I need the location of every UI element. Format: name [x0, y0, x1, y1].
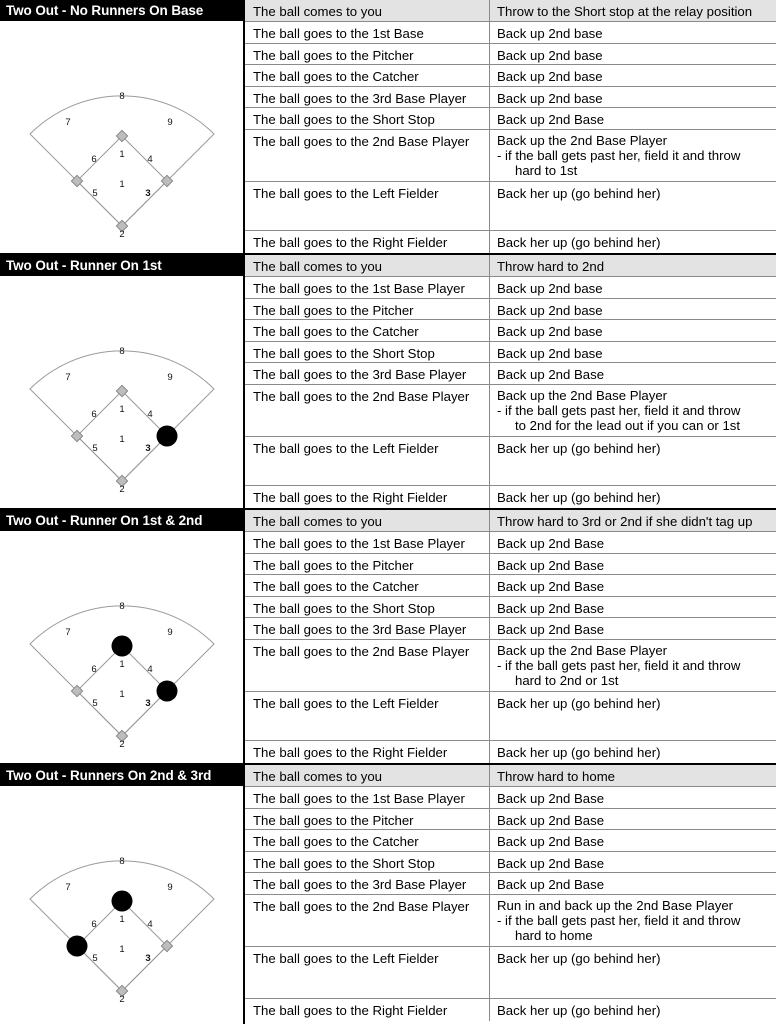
svg-text:1: 1 [119, 914, 125, 925]
table-row [245, 640, 776, 692]
situation-cell: The ball goes to the Short Stop [245, 597, 490, 618]
action-cell: Back up 2nd base [497, 281, 603, 296]
situation-left-panel [0, 0, 245, 253]
table-row [245, 277, 776, 299]
svg-text:1: 1 [119, 659, 125, 670]
action-primary: Back up the 2nd Base Player [497, 642, 668, 658]
action-cell: Back up 2nd base [497, 345, 603, 361]
runner-marker-second [112, 636, 133, 657]
svg-text:8: 8 [119, 856, 125, 867]
situation-cell: The ball goes to the 3rd Base Player [245, 618, 490, 639]
action-cell: Back her up (go behind her) [497, 235, 661, 250]
table-row-header [245, 510, 776, 532]
action-note: - if the ball gets past her, field it and throw [497, 912, 741, 928]
action-primary: Run in and back up the 2nd Base Player [497, 897, 734, 913]
responsibility-table [245, 0, 776, 253]
svg-text:5: 5 [92, 443, 98, 454]
table-row [245, 342, 776, 364]
svg-text:3: 3 [145, 443, 151, 454]
runner-marker-first [157, 681, 178, 702]
situation-cell: The ball goes to the 2nd Base Player [245, 640, 490, 691]
situation-cell: The ball goes to the Right Fielder [245, 486, 490, 508]
situation-section [0, 0, 776, 255]
svg-text:3: 3 [145, 698, 151, 709]
field-diagram [0, 276, 245, 508]
svg-text:4: 4 [147, 919, 153, 930]
table-row [245, 787, 776, 809]
action-cell [490, 385, 776, 436]
action-cell [490, 640, 776, 691]
svg-text:4: 4 [147, 154, 153, 165]
situation-cell: The ball goes to the Pitcher [245, 554, 490, 575]
action-cell: Throw hard to 2nd [497, 259, 605, 274]
svg-text:7: 7 [65, 882, 71, 893]
action-cell: Back her up (go behind her) [497, 1002, 661, 1018]
situation-cell: The ball goes to the Catcher [245, 320, 490, 341]
situation-cell: The ball goes to the 2nd Base Player [245, 895, 490, 946]
situation-section [0, 510, 776, 765]
table-row [245, 363, 776, 385]
action-note: - if the ball gets past her, field it and throw [497, 147, 741, 163]
situation-cell: The ball comes to you [245, 0, 490, 21]
action-cell: Throw hard to home [497, 769, 616, 784]
situation-section [0, 255, 776, 510]
svg-text:6: 6 [91, 154, 97, 165]
svg-text:9: 9 [167, 627, 173, 638]
situation-cell: The ball goes to the 1st Base [245, 22, 490, 43]
action-cell: Throw hard to 3rd or 2nd if she didn't tag up [497, 514, 753, 529]
baseball-diamond-runners-on-1st-and-2nd [0, 531, 245, 763]
action-cell: Back her up (go behind her) [497, 950, 661, 966]
action-cell: Back up 2nd base [497, 90, 603, 106]
table-row-header [245, 765, 776, 787]
table-row [245, 299, 776, 321]
baseball-diamond-runner-on-1st [0, 276, 245, 508]
table-row [245, 87, 776, 109]
situation-cell: The ball goes to the 3rd Base Player [245, 363, 490, 384]
situation-cell: The ball goes to the 3rd Base Player [245, 873, 490, 894]
action-note-cont: hard to 2nd or 1st [515, 672, 619, 688]
action-note-cont: hard to home [515, 927, 593, 943]
table-row [245, 809, 776, 831]
svg-text:9: 9 [167, 882, 173, 893]
section-title: Two Out - Runner On 1st & 2nd [0, 510, 243, 531]
table-row [245, 999, 776, 1021]
svg-text:2: 2 [119, 484, 125, 495]
svg-text:7: 7 [65, 627, 71, 638]
table-row [245, 22, 776, 44]
action-cell: Back up 2nd Base [497, 834, 605, 849]
action-cell: Back her up (go behind her) [497, 490, 661, 505]
action-cell: Back up 2nd Base [497, 791, 605, 806]
action-cell: Back up 2nd Base [497, 855, 605, 871]
svg-text:8: 8 [119, 601, 125, 612]
svg-text:5: 5 [92, 698, 98, 709]
table-row [245, 692, 776, 742]
table-row-header [245, 255, 776, 277]
situation-cell: The ball goes to the Right Fielder [245, 741, 490, 763]
table-row [245, 44, 776, 66]
action-cell: Back up 2nd base [497, 324, 603, 339]
table-row [245, 554, 776, 576]
svg-text:8: 8 [119, 91, 125, 102]
runner-marker-second [112, 891, 133, 912]
svg-text:1: 1 [119, 404, 125, 415]
svg-text:1: 1 [119, 689, 125, 700]
situation-left-panel [0, 510, 245, 763]
svg-text:7: 7 [65, 117, 71, 128]
situation-cell: The ball goes to the Left Fielder [245, 182, 490, 231]
action-note: - if the ball gets past her, field it and throw [497, 402, 741, 418]
table-row [245, 320, 776, 342]
situation-left-panel [0, 765, 245, 1024]
table-row [245, 108, 776, 130]
action-cell: Back up 2nd Base [497, 367, 605, 382]
svg-text:9: 9 [167, 372, 173, 383]
situation-cell: The ball goes to the 1st Base Player [245, 277, 490, 298]
action-cell: Back up 2nd base [497, 26, 603, 41]
action-cell: Back up 2nd Base [497, 600, 605, 616]
svg-text:2: 2 [119, 994, 125, 1005]
svg-text:6: 6 [91, 919, 97, 930]
action-primary: Back up the 2nd Base Player [497, 387, 668, 403]
table-row [245, 486, 776, 508]
responsibility-table [245, 510, 776, 763]
action-cell: Back her up (go behind her) [497, 695, 661, 711]
action-cell: Back her up (go behind her) [497, 745, 661, 760]
situation-cell: The ball goes to the Pitcher [245, 809, 490, 830]
action-note-cont: hard to 1st [515, 162, 578, 178]
situation-cell: The ball goes to the Catcher [245, 575, 490, 596]
svg-text:6: 6 [91, 664, 97, 675]
table-row [245, 852, 776, 874]
action-cell: Back up 2nd Base [497, 877, 605, 892]
situation-cell: The ball goes to the Right Fielder [245, 231, 490, 253]
action-cell: Back her up (go behind her) [497, 185, 661, 201]
svg-text:6: 6 [91, 409, 97, 420]
svg-text:4: 4 [147, 409, 153, 420]
table-row [245, 182, 776, 232]
situation-section [0, 765, 776, 1024]
situation-cell: The ball goes to the Catcher [245, 830, 490, 851]
action-cell: Back up 2nd Base [497, 536, 605, 551]
table-row-header [245, 0, 776, 22]
action-note: - if the ball gets past her, field it and throw [497, 657, 741, 673]
table-row [245, 873, 776, 895]
action-cell: Back up 2nd Base [497, 112, 605, 127]
table-row [245, 895, 776, 947]
situation-left-panel [0, 255, 245, 508]
table-row [245, 597, 776, 619]
situation-cell: The ball goes to the 2nd Base Player [245, 130, 490, 181]
baseball-diamond-runners-on-2nd-and-3rd [0, 786, 245, 1018]
action-cell [490, 895, 776, 946]
svg-text:2: 2 [119, 739, 125, 750]
table-row [245, 947, 776, 999]
svg-text:2: 2 [119, 229, 125, 240]
situation-cell: The ball goes to the 2nd Base Player [245, 385, 490, 436]
svg-text:8: 8 [119, 346, 125, 357]
action-cell: Back up 2nd Base [497, 579, 605, 594]
situation-cell: The ball goes to the Short Stop [245, 852, 490, 873]
action-cell: Back up 2nd Base [497, 557, 605, 573]
situation-cell: The ball comes to you [245, 765, 490, 786]
action-cell [490, 130, 776, 181]
table-row [245, 575, 776, 597]
situation-cell: The ball goes to the Pitcher [245, 44, 490, 65]
runner-marker-first [157, 426, 178, 447]
svg-text:1: 1 [119, 944, 125, 955]
svg-text:3: 3 [145, 188, 151, 199]
svg-text:7: 7 [65, 372, 71, 383]
runner-marker-third [67, 936, 88, 957]
responsibility-table [245, 765, 776, 1024]
situation-cell: The ball comes to you [245, 510, 490, 531]
situation-cell: The ball comes to you [245, 255, 490, 276]
action-cell: Throw to the Short stop at the relay position [497, 4, 753, 19]
situation-cell: The ball goes to the Left Fielder [245, 692, 490, 741]
action-cell: Back up 2nd base [497, 302, 603, 318]
field-diagram [0, 786, 245, 1018]
action-note-cont: to 2nd for the lead out if you can or 1st [515, 417, 741, 433]
situation-cell: The ball goes to the 1st Base Player [245, 532, 490, 553]
baseball-diamond-no-runners [0, 21, 245, 253]
table-row [245, 130, 776, 182]
table-row [245, 532, 776, 554]
table-row [245, 437, 776, 487]
svg-text:1: 1 [119, 434, 125, 445]
field-diagram [0, 21, 245, 253]
field-diagram [0, 531, 245, 763]
action-cell: Back up 2nd base [497, 47, 603, 63]
situation-cell: The ball goes to the Left Fielder [245, 947, 490, 998]
action-cell: Back up 2nd Base [497, 812, 605, 828]
svg-text:3: 3 [145, 953, 151, 964]
situation-cell: The ball goes to the Left Fielder [245, 437, 490, 486]
table-row [245, 65, 776, 87]
action-cell: Back up 2nd base [497, 69, 603, 84]
table-row [245, 741, 776, 763]
action-primary: Back up the 2nd Base Player [497, 132, 668, 148]
situation-cell: The ball goes to the 1st Base Player [245, 787, 490, 808]
situation-cell: The ball goes to the Right Fielder [245, 999, 490, 1021]
svg-text:5: 5 [92, 188, 98, 199]
situation-cell: The ball goes to the Short Stop [245, 342, 490, 363]
svg-text:4: 4 [147, 664, 153, 675]
svg-text:1: 1 [119, 179, 125, 190]
section-title: Two Out - Runner On 1st [0, 255, 243, 276]
svg-text:1: 1 [119, 149, 125, 160]
situation-cell: The ball goes to the Short Stop [245, 108, 490, 129]
responsibility-table [245, 255, 776, 508]
action-cell: Back her up (go behind her) [497, 440, 661, 456]
situation-cell: The ball goes to the Catcher [245, 65, 490, 86]
situation-cell: The ball goes to the Pitcher [245, 299, 490, 320]
situation-cell: The ball goes to the 3rd Base Player [245, 87, 490, 108]
svg-text:9: 9 [167, 117, 173, 128]
table-row [245, 231, 776, 253]
svg-text:5: 5 [92, 953, 98, 964]
section-title: Two Out - Runners On 2nd & 3rd [0, 765, 243, 786]
table-row [245, 830, 776, 852]
table-row [245, 618, 776, 640]
table-row [245, 385, 776, 437]
section-title: Two Out - No Runners On Base [0, 0, 243, 21]
action-cell: Back up 2nd Base [497, 622, 605, 637]
